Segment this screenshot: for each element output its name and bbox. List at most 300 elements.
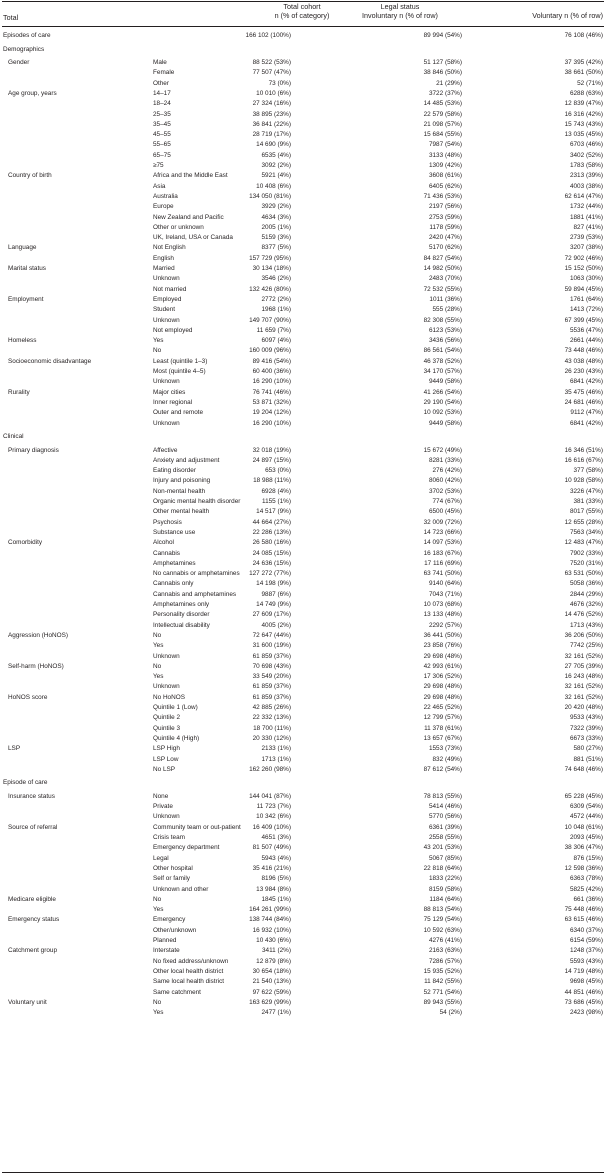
row-total-n: 21 540 (13%) <box>252 978 291 986</box>
row-involuntary-n: 29 698 (48%) <box>423 652 462 660</box>
row-voluntary-n: 44 851 (46%) <box>564 988 603 996</box>
row-category: Cannabis <box>153 549 181 557</box>
row-category: Emergency <box>153 916 186 924</box>
row-voluntary-n: 6703 (46%) <box>569 141 603 149</box>
row-voluntary-n: 12 598 (36%) <box>564 864 603 872</box>
row-total-n: 44 664 (27%) <box>252 518 291 526</box>
table-row <box>0 285 606 294</box>
row-voluntary-n: 6363 (78%) <box>569 875 603 883</box>
row-category: Community team or out-patient <box>153 823 241 831</box>
row-involuntary-n: 4276 (41%) <box>428 937 462 944</box>
row-involuntary-n: 14 982 (50%) <box>423 265 462 272</box>
row-involuntary-n: 1178 (59%) <box>429 223 462 231</box>
table-row <box>0 854 606 863</box>
row-involuntary-n: 75 129 (54%) <box>423 916 462 924</box>
row-voluntary-n: 16 616 (67%) <box>564 456 603 464</box>
row-voluntary-n: 36 206 (50%) <box>564 631 603 639</box>
table-row <box>0 507 606 516</box>
row-voluntary-n: 26 230 (43%) <box>564 368 603 375</box>
row-voluntary-n: 4572 (44%) <box>569 813 603 821</box>
row-involuntary-n: 2292 (57%) <box>428 621 462 629</box>
table-row <box>0 988 606 997</box>
row-voluntary-n: 74 648 (46%) <box>564 765 603 773</box>
row-voluntary-n: 7563 (34%) <box>569 528 603 536</box>
row-involuntary-n: 5170 (62%) <box>428 244 462 252</box>
row-total-n: 22 286 (13%) <box>252 528 291 536</box>
row-total-n: 70 698 (43%) <box>252 662 291 670</box>
row-involuntary-n: 13 133 (48%) <box>423 611 462 619</box>
row-total-n: 27 324 (16%) <box>252 100 291 108</box>
row-total-n: 76 741 (46%) <box>252 388 291 396</box>
table-row <box>0 590 606 599</box>
section-heading-row <box>0 45 606 54</box>
row-category: Africa and the Middle East <box>153 172 228 180</box>
row-variable: Country of birth <box>8 172 52 180</box>
row-total-n: 35 416 (21%) <box>252 864 291 872</box>
row-voluntary-n: 10 048 (61%) <box>564 823 603 831</box>
row-voluntary-n: 13 035 (45%) <box>564 131 603 139</box>
row-total-n: 89 416 (54%) <box>252 357 291 365</box>
header-rule <box>2 26 604 27</box>
row-involuntary-n: 6123 (53%) <box>428 326 462 334</box>
table-row <box>0 823 606 832</box>
row-involuntary-n: 832 (49%) <box>432 755 462 763</box>
row-voluntary-n: 1783 (58%) <box>569 162 603 169</box>
row-voluntary-n: 3402 (52%) <box>569 151 603 159</box>
table-row <box>0 755 606 764</box>
row-variable: Language <box>8 244 37 252</box>
row-involuntary-n: 8060 (42%) <box>428 477 462 485</box>
table-row <box>0 905 606 914</box>
table-row <box>0 243 606 252</box>
row-category: Unknown <box>153 275 180 283</box>
row-total-n: 2005 (1%) <box>261 223 291 231</box>
row-category: None <box>153 792 169 800</box>
table-row <box>0 792 606 801</box>
table-row <box>0 130 606 139</box>
row-category: No LSP <box>153 765 176 773</box>
table-row <box>0 652 606 661</box>
row-total-n: 31 600 (19%) <box>252 642 291 650</box>
row-total-n: 53 871 (32%) <box>252 398 291 406</box>
row-total-n: 163 629 (99%) <box>249 998 291 1006</box>
row-involuntary-n: 5770 (56%) <box>428 813 462 821</box>
row-voluntary-n: 10 928 (58%) <box>564 477 603 485</box>
row-category: Same local health district <box>153 978 225 986</box>
row-involuntary-n: 8281 (33%) <box>428 456 462 464</box>
row-involuntary-n: 38 846 (50%) <box>423 69 462 77</box>
row-total-n: 22 332 (13%) <box>252 714 291 722</box>
row-voluntary-n: 9698 (45%) <box>569 978 603 986</box>
section-heading: Demographics <box>3 45 45 53</box>
row-category: Quintile 2 <box>153 714 180 722</box>
row-involuntary-n: 1309 (42%) <box>428 162 462 169</box>
row-voluntary-n: 67 399 (45%) <box>564 316 603 324</box>
row-category: Outer and remote <box>153 409 204 417</box>
row-voluntary-n: 12 483 (47%) <box>564 539 603 547</box>
row-involuntary-n: 7286 (57%) <box>428 957 462 965</box>
row-total-n: 61 859 (37%) <box>252 652 291 660</box>
row-category: LSP Low <box>153 755 179 763</box>
row-category: Unknown <box>153 813 180 821</box>
row-involuntary-n: 87 612 (54%) <box>423 765 462 773</box>
row-voluntary-n: 2093 (45%) <box>569 834 603 841</box>
row-total-n: 14 517 (9%) <box>256 508 291 516</box>
row-voluntary-n: 32 161 (52%) <box>564 693 603 701</box>
row-voluntary-n: 38 661 (50%) <box>564 69 603 77</box>
table-row <box>0 336 606 345</box>
row-total-n: 14 198 (9%) <box>256 580 291 588</box>
table-row <box>0 600 606 609</box>
row-total-n: 6928 (4%) <box>261 487 291 495</box>
table-row <box>0 110 606 119</box>
row-variable: Medicare eligible <box>8 895 56 903</box>
row-total-n: 149 707 (90%) <box>249 316 291 324</box>
table-header <box>0 0 606 25</box>
row-category: Female <box>153 69 175 77</box>
row-category: Major cities <box>153 388 186 396</box>
row-category: Amphetamines only <box>153 601 210 608</box>
row-category: UK, Ireland, USA or Canada <box>153 234 233 242</box>
row-category: Cannabis and amphetamines <box>153 590 237 598</box>
table-row <box>0 579 606 588</box>
table-row <box>0 58 606 67</box>
row-category: 45–55 <box>153 131 171 139</box>
row-total-n: 160 009 (96%) <box>249 347 291 355</box>
row-involuntary-n: 41 266 (54%) <box>423 388 462 396</box>
row-involuntary-n: 6500 (45%) <box>428 508 462 516</box>
header-involuntary-sub: Involuntary n (% of row) <box>362 11 438 20</box>
row-total-n: 97 622 (59%) <box>252 988 291 996</box>
row-total-n: 27 609 (17%) <box>252 611 291 619</box>
row-variable: Emergency status <box>8 916 60 924</box>
table-row <box>0 377 606 386</box>
row-category: 55–65 <box>153 141 171 149</box>
table-row <box>0 713 606 722</box>
row-total-n: 38 895 (23%) <box>252 110 291 118</box>
row-involuntary-n: 1011 (36%) <box>429 295 462 303</box>
row-category: 35–45 <box>153 120 171 128</box>
table-row <box>0 734 606 743</box>
row-total-n: 42 885 (26%) <box>252 704 291 711</box>
row-category: Amphetamines <box>153 559 196 567</box>
row-total-n: 26 580 (16%) <box>252 539 291 547</box>
row-variable: Aggression (HoNOS) <box>8 631 69 639</box>
row-category: Unknown <box>153 316 180 324</box>
row-involuntary-n: 10 073 (68%) <box>423 601 462 608</box>
row-voluntary-n: 20 420 (48%) <box>564 704 603 711</box>
row-category: Not English <box>153 244 186 252</box>
row-involuntary-n: 5067 (85%) <box>428 854 462 862</box>
row-involuntary-n: 89 943 (55%) <box>423 998 462 1006</box>
table-row <box>0 233 606 242</box>
row-total-n: 10 010 (6%) <box>256 89 291 97</box>
row-variable: Catchment group <box>8 947 58 955</box>
row-involuntary-n: 2197 (56%) <box>428 203 462 211</box>
row-total-n: 14 690 (9%) <box>256 141 291 149</box>
row-total-n: 134 050 (81%) <box>249 192 291 200</box>
row-total-n: 32 018 (19%) <box>252 446 291 454</box>
row-category: Anxiety and adjustment <box>153 456 220 464</box>
row-category: Psychosis <box>153 518 182 526</box>
table-row <box>0 998 606 1007</box>
table-row <box>0 264 606 273</box>
row-category: Australia <box>153 192 178 200</box>
row-category: Male <box>153 59 167 66</box>
row-voluntary-n: 32 161 (52%) <box>564 683 603 691</box>
row-voluntary-n: 6154 (59%) <box>569 937 603 944</box>
row-category: Least (quintile 1–3) <box>153 357 208 365</box>
row-category: Student <box>153 306 176 314</box>
row-category: Europe <box>153 203 174 211</box>
row-voluntary-n: 661 (36%) <box>573 895 603 903</box>
table-row <box>0 662 606 671</box>
row-category: Other <box>153 79 169 87</box>
table-row <box>0 295 606 304</box>
row-total-n: 18 988 (11%) <box>253 477 291 485</box>
row-voluntary-n: 6673 (33%) <box>569 734 603 742</box>
row-total-n: 138 744 (84%) <box>249 916 291 924</box>
row-variable: Voluntary unit <box>8 998 47 1006</box>
row-category: Quintile 1 (Low) <box>153 704 198 711</box>
row-total-n: 3411 (2%) <box>261 947 291 955</box>
table-row <box>0 388 606 397</box>
row-total-n: 18 700 (11%) <box>253 724 291 732</box>
table-row <box>0 213 606 222</box>
row-category: 65–75 <box>153 151 171 159</box>
table-row <box>0 476 606 485</box>
row-total-n: 88 522 (53%) <box>252 59 291 66</box>
row-total-n: 19 204 (12%) <box>252 409 291 417</box>
table-row <box>0 528 606 537</box>
header-legal-title: Legal status <box>380 2 420 11</box>
row-involuntary-n: 14 485 (53%) <box>423 100 462 108</box>
row-category: Other hospital <box>153 864 193 872</box>
table-row <box>0 765 606 774</box>
row-total-n: 1845 (1%) <box>261 895 291 903</box>
row-voluntary-n: 12 839 (47%) <box>564 100 603 108</box>
row-voluntary-n: 38 306 (47%) <box>564 844 603 852</box>
row-total-n: 1713 (1%) <box>261 755 291 763</box>
row-voluntary-n: 27 705 (39%) <box>564 662 603 670</box>
row-category: Intellectual disability <box>153 621 210 629</box>
row-total-n: 10 430 (6%) <box>256 937 291 944</box>
row-variable: Episodes of care <box>3 32 51 39</box>
table-row <box>0 967 606 976</box>
row-voluntary-n: 7742 (25%) <box>569 642 603 650</box>
table-row <box>0 744 606 753</box>
row-category: Personality disorder <box>153 611 210 619</box>
section-heading-row <box>0 432 606 441</box>
row-total-n: 2133 (1%) <box>261 745 291 753</box>
row-involuntary-n: 9449 (58%) <box>428 419 462 427</box>
row-category: Crisis team <box>153 834 185 841</box>
table-row <box>0 120 606 129</box>
row-total-n: 3092 (2%) <box>261 162 291 169</box>
table-row <box>0 802 606 811</box>
row-voluntary-n: 6340 (37%) <box>569 926 603 934</box>
row-category: Private <box>153 803 173 811</box>
table-row <box>0 569 606 578</box>
row-total-n: 164 261 (99%) <box>249 906 291 914</box>
row-involuntary-n: 10 592 (63%) <box>423 926 462 934</box>
row-involuntary-n: 15 684 (55%) <box>423 131 462 139</box>
row-involuntary-n: 1184 (64%) <box>429 895 462 903</box>
row-category: 18–24 <box>153 100 171 108</box>
row-involuntary-n: 6361 (39%) <box>428 823 462 831</box>
table-row <box>0 419 606 428</box>
row-category: Substance use <box>153 528 196 536</box>
row-involuntary-n: 54 (2%) <box>439 1009 462 1017</box>
row-voluntary-n: 1881 (41%) <box>569 213 603 221</box>
row-involuntary-n: 29 698 (48%) <box>423 693 462 701</box>
row-involuntary-n: 29 190 (54%) <box>423 398 462 406</box>
row-category: Same catchment <box>153 988 201 996</box>
row-involuntary-n: 43 201 (53%) <box>423 844 462 852</box>
table-row <box>0 549 606 558</box>
table-row <box>0 977 606 986</box>
table-row <box>0 408 606 417</box>
row-total-n: 20 330 (12%) <box>252 734 291 742</box>
row-category: Quintile 3 <box>153 724 180 732</box>
row-variable: Homeless <box>8 337 37 345</box>
row-voluntary-n: 6309 (54%) <box>569 803 603 811</box>
row-voluntary-n: 16 346 (51%) <box>564 446 603 454</box>
row-involuntary-n: 2420 (47%) <box>428 234 462 242</box>
row-involuntary-n: 14 097 (53%) <box>423 539 462 547</box>
table-row <box>0 274 606 283</box>
row-involuntary-n: 72 532 (55%) <box>423 285 462 293</box>
row-total-n: 16 290 (10%) <box>252 419 291 427</box>
table-row <box>0 487 606 496</box>
table-row <box>0 682 606 691</box>
row-involuntary-n: 9140 (64%) <box>428 580 462 588</box>
row-voluntary-n: 1761 (64%) <box>569 295 603 303</box>
table-row <box>0 724 606 733</box>
table-row <box>0 89 606 98</box>
row-involuntary-n: 8159 (58%) <box>428 885 462 893</box>
row-category: Yes <box>153 337 164 345</box>
row-variable: HoNOS score <box>8 693 48 701</box>
row-voluntary-n: 2423 (98%) <box>569 1009 603 1017</box>
row-total-n: 73 (0%) <box>268 79 291 87</box>
row-total-n: 4634 (3%) <box>261 213 291 221</box>
row-total-n: 14 749 (9%) <box>256 601 291 608</box>
row-variable: Rurality <box>8 388 30 396</box>
row-voluntary-n: 16 316 (42%) <box>564 110 603 118</box>
row-category: Other/unknown <box>153 926 197 934</box>
row-total-n: 1155 (1%) <box>261 498 291 505</box>
row-category: Asia <box>153 182 166 190</box>
row-involuntary-n: 23 858 (76%) <box>423 642 462 650</box>
table-row <box>0 202 606 211</box>
row-category: Injury and poisoning <box>153 477 211 485</box>
row-total-n: 2477 (1%) <box>261 1009 291 1017</box>
table-row <box>0 885 606 894</box>
table-row <box>0 864 606 873</box>
row-category: Not employed <box>153 326 193 334</box>
row-involuntary-n: 22 465 (52%) <box>423 704 462 711</box>
row-involuntary-n: 555 (28%) <box>432 306 462 314</box>
table-row <box>0 140 606 149</box>
row-category: Other or unknown <box>153 223 204 231</box>
row-involuntary-n: 3436 (56%) <box>428 337 462 345</box>
row-total-n: 6097 (4%) <box>261 337 291 345</box>
row-total-n: 11 659 (7%) <box>256 326 291 334</box>
table-row <box>0 703 606 712</box>
row-total-n: 132 426 (80%) <box>249 285 291 293</box>
row-involuntary-n: 7043 (71%) <box>428 590 462 598</box>
row-category: Planned <box>153 937 177 944</box>
row-involuntary-n: 82 308 (55%) <box>423 316 462 324</box>
row-voluntary-n: 5593 (43%) <box>569 957 603 965</box>
row-voluntary-n: 52 (71%) <box>577 79 603 87</box>
row-voluntary-n: 43 038 (48%) <box>564 357 603 365</box>
row-voluntary-n: 14 719 (48%) <box>564 967 603 975</box>
row-category: Not married <box>153 285 187 293</box>
row-involuntary-n: 3722 (37%) <box>428 89 462 97</box>
table-row <box>0 843 606 852</box>
row-total-n: 28 719 (17%) <box>252 131 291 139</box>
row-involuntary-n: 12 799 (57%) <box>423 714 462 722</box>
row-category: No <box>153 895 162 903</box>
row-total-n: 16 932 (10%) <box>252 926 291 934</box>
row-variable: LSP <box>8 745 21 753</box>
row-total-n: 16 409 (10%) <box>252 823 291 831</box>
row-involuntary-n: 15 672 (49%) <box>423 446 462 454</box>
row-total-n: 6535 (4%) <box>261 151 291 159</box>
table-row <box>0 223 606 232</box>
table-row <box>0 559 606 568</box>
row-involuntary-n: 2558 (55%) <box>428 834 462 841</box>
row-category: Yes <box>153 673 164 681</box>
row-variable: Gender <box>8 59 30 66</box>
row-involuntary-n: 17 116 (69%) <box>424 559 462 567</box>
row-involuntary-n: 276 (42%) <box>432 467 462 475</box>
row-category: Other local health district <box>153 967 224 975</box>
table-row <box>0 446 606 455</box>
row-voluntary-n: 1713 (43%) <box>569 621 603 629</box>
row-involuntary-n: 10 092 (53%) <box>423 409 462 417</box>
row-voluntary-n: 4676 (32%) <box>569 601 603 608</box>
row-involuntary-n: 2483 (70%) <box>428 275 462 283</box>
row-involuntary-n: 14 723 (66%) <box>423 528 462 536</box>
row-voluntary-n: 73 686 (45%) <box>564 998 603 1006</box>
bottom-rule <box>2 1172 604 1173</box>
row-category: New Zealand and Pacific <box>153 213 224 221</box>
row-involuntary-n: 88 813 (54%) <box>423 906 462 914</box>
row-involuntary-n: 2163 (63%) <box>428 947 462 955</box>
row-category: Inner regional <box>153 398 193 406</box>
table-row <box>0 874 606 883</box>
section-heading: Episode of care <box>3 779 48 787</box>
header-cohort-title: Total cohort <box>283 2 321 11</box>
row-category: No HoNOS <box>153 693 185 701</box>
row-voluntary-n: 5825 (42%) <box>569 885 603 893</box>
row-voluntary-n: 16 243 (48%) <box>564 673 603 681</box>
row-involuntary-n: 2753 (59%) <box>428 213 462 221</box>
row-voluntary-n: 1732 (44%) <box>569 203 603 211</box>
row-category: Unknown <box>153 652 180 660</box>
row-involuntary-n: 46 378 (52%) <box>423 357 462 365</box>
row-category: Cannabis only <box>153 580 194 588</box>
row-category: English <box>153 254 174 262</box>
row-voluntary-n: 15 152 (50%) <box>564 265 603 272</box>
row-total-n: 2772 (2%) <box>261 295 291 303</box>
row-voluntary-n: 37 395 (42%) <box>564 59 603 66</box>
row-voluntary-n: 7520 (31%) <box>569 559 603 567</box>
row-variable: Socioeconomic disadvantage <box>8 357 92 365</box>
